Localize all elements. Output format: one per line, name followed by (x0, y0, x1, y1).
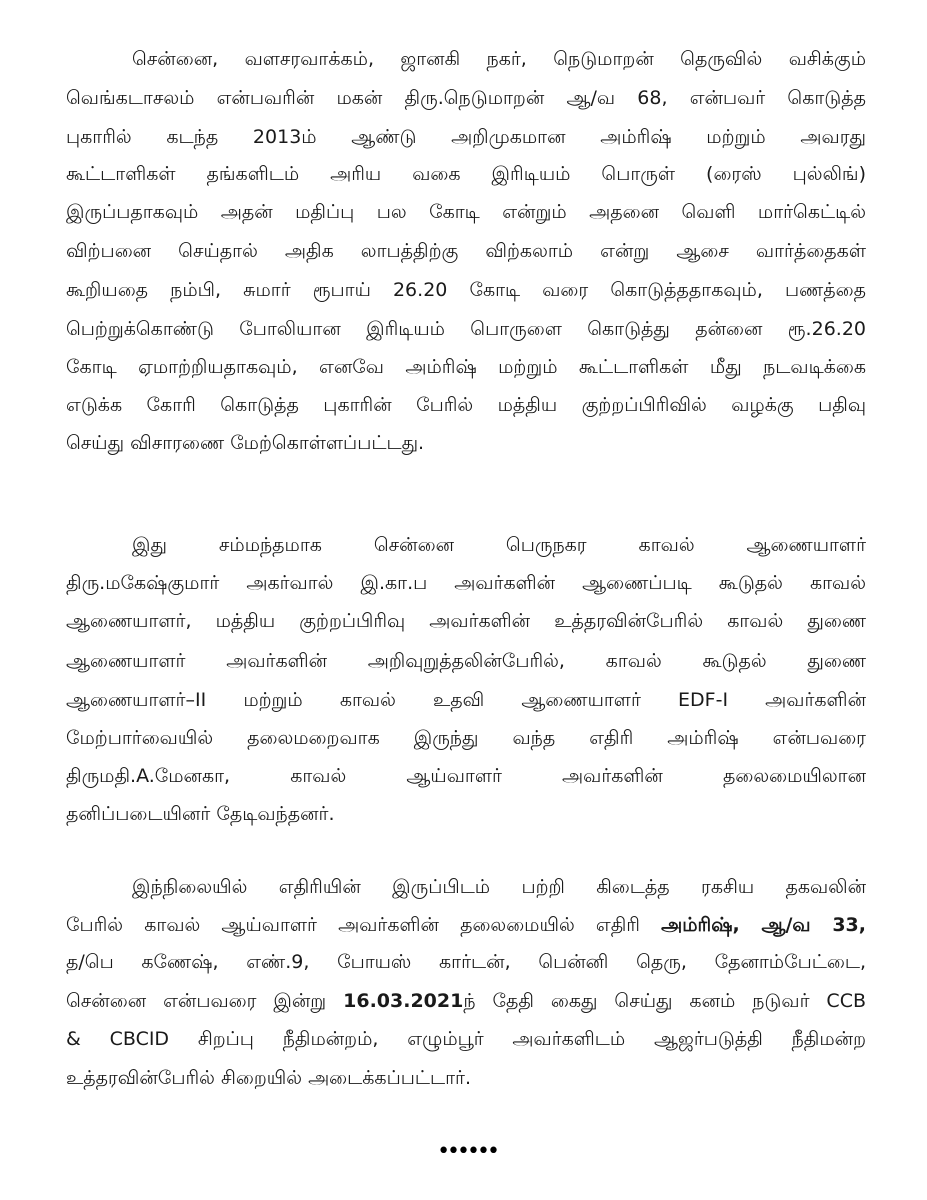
text-line: உத்தரவின்பேரில் சிறையில் அடைக்கப்பட்டார். (66, 1067, 472, 1089)
end-marker: •••••• (437, 1139, 497, 1164)
text-line: கூறியதை நம்பி, சுமார் ரூபாய் 26.20 கோடி வரை கொடுத்ததாகவும், பணத்தை (66, 279, 866, 301)
text-line: எடுக்க கோரி கொடுத்த புகாரின் பேரில் மத்திய குற்றப்பிரிவில் வழக்கு பதிவு (66, 394, 866, 416)
text-line: செய்து விசாரணை மேற்கொள்ளப்பட்டது. (66, 432, 425, 454)
text-line: த/பெ கணேஷ், எண்.9, போயஸ் கார்டன், பென்னி தெரு, தேனாம்பேட்டை, (66, 951, 866, 973)
text-line: ஆணையாளர்–II மற்றும் காவல் உதவி ஆணையாளர் EDF-I அவர்களின் (66, 689, 866, 711)
text-line: திருமதி.A.மேனகா, காவல் ஆய்வாளர் அவர்களின் தலைமையிலான (66, 765, 866, 787)
text-line: கோடி ஏமாற்றியதாகவும், எனவே அம்ரிஷ் மற்றும் கூட்டாளிகள் மீது நடவடிக்கை (66, 356, 866, 378)
text-line: கூட்டாளிகள் தங்களிடம் அரிய வகை இரிடியம் பொருள் (ரைஸ் புல்லிங்) (66, 163, 866, 185)
text-line: இந்நிலையில் எதிரியின் இருப்பிடம் பற்றி கிடைத்த ரகசிய தகவலின் (132, 876, 866, 898)
text-line (66, 987, 866, 1015)
text-segment: பேரில் காவல் ஆய்வாளர் அவர்களின் தலைமையில் எதிரி (66, 914, 640, 936)
text-line: பெற்றுக்கொண்டு போலியான இரிடியம் பொருளை கொடுத்து தன்னை ரூ.26.20 (66, 318, 866, 340)
text-line: ஆணையாளர் அவர்களின் அறிவுறுத்தலின்பேரில், காவல் கூடுதல் துணை (66, 650, 866, 672)
arrest-date: 16.03.2021 (343, 990, 464, 1012)
accused-name-age: அம்ரிஷ், ஆ/வ 33, (661, 914, 866, 936)
text-line: புகாரில் கடந்த 2013ம் ஆண்டு அறிமுகமான அம்ரிஷ் மற்றும் அவரது (66, 126, 866, 148)
text-line (66, 911, 866, 939)
text-line: விற்பனை செய்தால் அதிக லாபத்திற்கு விற்கலாம் என்று ஆசை வார்த்தைகள் (66, 240, 866, 262)
text-line: மேற்பார்வையில் தலைமறைவாக இருந்து வந்த எதிரி அம்ரிஷ் என்பவரை (66, 727, 866, 749)
text-segment: சென்னை என்பவரை இன்று (66, 990, 327, 1012)
text-line: வெங்கடாசலம் என்பவரின் மகன் திரு.நெடுமாறன் ஆ/வ 68, என்பவர் கொடுத்த (66, 87, 866, 109)
text-line: & CBCID சிறப்பு நீதிமன்றம், எழும்பூர் அவர்களிடம் ஆஜர்படுத்தி நீதிமன்ற (66, 1028, 866, 1050)
text-line: இது சம்மந்தமாக சென்னை பெருநகர காவல் ஆணையாளர் (132, 534, 866, 556)
text-line: திரு.மகேஷ்குமார் அகர்வால் இ.கா.ப அவர்களின் ஆணைப்படி கூடுதல் காவல் (66, 572, 866, 594)
text-line: சென்னை, வளசரவாக்கம், ஜானகி நகர், நெடுமாறன் தெருவில் வசிக்கும் (132, 48, 866, 70)
text-line: இருப்பதாகவும் அதன் மதிப்பு பல கோடி என்றும் அதனை வெளி மார்கெட்டில் (66, 201, 866, 223)
text-segment: ந் தேதி கைது செய்து கனம் நடுவர் CCB (463, 990, 866, 1012)
text-line: தனிப்படையினர் தேடிவந்தனர். (66, 803, 335, 825)
text-line: ஆணையாளர், மத்திய குற்றப்பிரிவு அவர்களின் உத்தரவின்பேரில் காவல் துணை (66, 610, 866, 632)
